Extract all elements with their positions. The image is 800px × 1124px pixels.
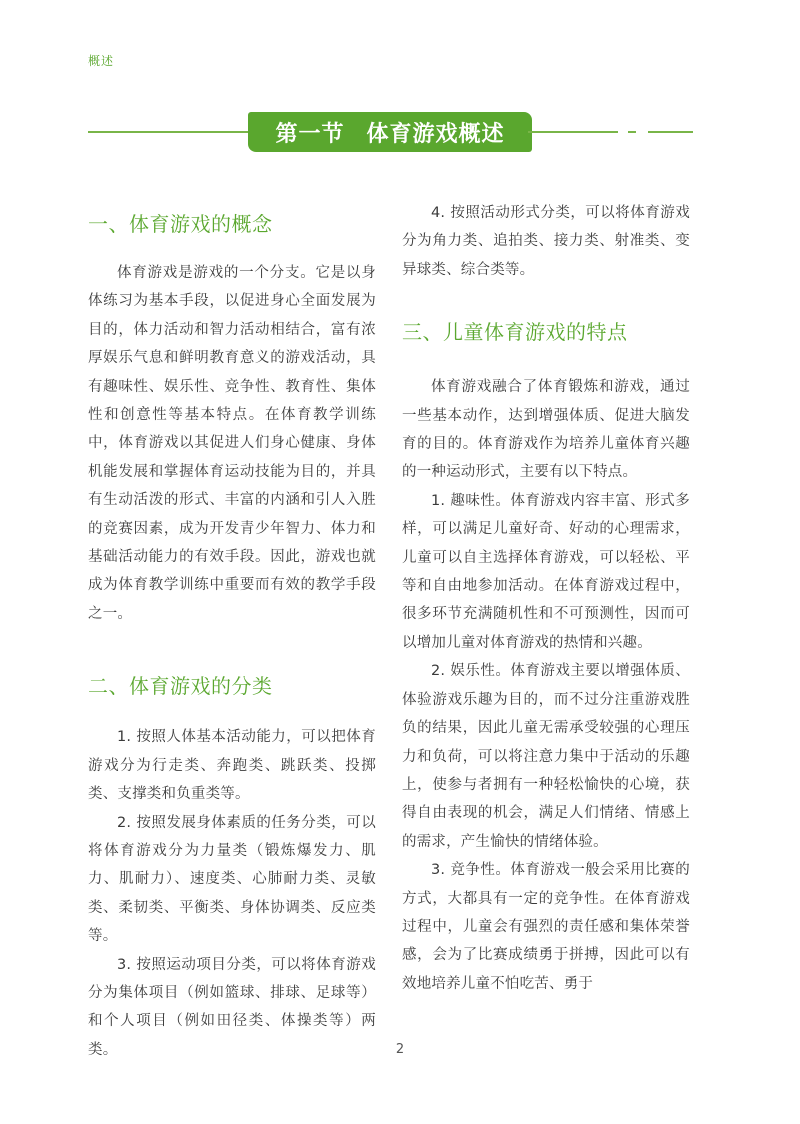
section-name: 体育游戏概述 <box>366 121 505 147</box>
paragraph-characteristics-intro: 体育游戏融合了体育锻炼和游戏，通过一些基本动作，达到增强体质、促进大脑发育的目的。体育游戏作为培养儿童体育兴趣的一种运动形式，主要有以下特点。 <box>402 379 690 481</box>
characteristic-item-1: 1. 趣味性。体育游戏内容丰富、形式多样，可以满足儿童好奇、好动的心理需求，儿童可以自主选择体育游戏，可以轻松、平等和自由地参加活动。在体育游戏过程中，很多环节充满随机性和不可预测性，因而可以增加儿童对体育游戏的热情和兴趣。 <box>402 492 690 651</box>
classification-item-2: 2. 按照发展身体素质的任务分类，可以将体育游戏分为力量类（锻炼爆发力、肌力、肌耐力）、速度类、心肺耐力类、灵敏类、柔韧类、平衡类、身体协调类、反应类等。 <box>88 814 376 945</box>
classification-item-4: 4. 按照活动形式分类，可以将体育游戏分为角力类、追拍类、接力类、射准类、变异球类、综合类等。 <box>402 205 690 278</box>
title-rule-left <box>88 131 253 133</box>
paragraph-concept: 体育游戏是游戏的一个分支。它是以身体练习为基本手段，以促进身心全面发展为目的，体力活动和智力活动相结合，富有浓厚娱乐气息和鲜明教育意义的游戏活动，具有趣味性、娱乐性、竞争性、教育性、集体性和创意性等基本特点。在体育教学训练中，体育游戏以其促进人们身心健康、身体机能发展和掌握体育运动技能为目的，并具有生动活泼的形式、丰富的内涵和引人入胜的竞赛因素，成为开发青少年智力、体力和基础活动能力的有效手段。因此，游戏也就成为体育教学训练中重要而有效的教学手段之一。 <box>88 265 376 622</box>
page-number: 2 <box>395 1042 405 1057</box>
section-title-band <box>88 112 688 152</box>
characteristic-item-3: 3. 竞争性。体育游戏一般会采用比赛的方式，大都具有一定的竞争性。在体育游戏过程中，儿童会有强烈的责任感和集体荣誉感，会为了比赛成绩勇于拼搏，因此可以有效地培养儿童不怕吃苦、勇于 <box>402 862 690 992</box>
section-title <box>248 112 532 152</box>
heading-concept: 一、体育游戏的概念 <box>88 212 273 236</box>
classification-item-3: 3. 按照运动项目分类，可以将体育游戏分为集体项目（例如篮球、排球、足球等）和个人项目（例如田径类、体操类等）两类。 <box>88 956 376 1058</box>
section-number: 第一节 <box>275 121 345 147</box>
heading-characteristics: 三、儿童体育游戏的特点 <box>402 320 628 345</box>
classification-item-1: 1. 按照人体基本活动能力，可以把体育游戏分为行走类、奔跑类、跳跃类、投掷类、支撑类和负重类等。 <box>88 729 376 803</box>
right-column <box>402 190 690 998</box>
heading-classification: 二、体育游戏的分类 <box>88 674 273 699</box>
left-column <box>88 190 376 1064</box>
characteristic-item-2: 2. 娱乐性。体育游戏主要以增强体质、体验游戏乐趣为目的，而不过分注重游戏胜负的结果，因此儿童无需承受较强的心理压力和负荷，可以将注意力集中于活动的乐趣上，使参与者拥有一种轻松愉快的心境，获得自由表现的机会，满足人们情绪、情感上的需求，产生愉快的情绪体验。 <box>402 663 690 850</box>
title-rule-right <box>528 131 693 133</box>
running-head: 概述 <box>88 54 115 68</box>
